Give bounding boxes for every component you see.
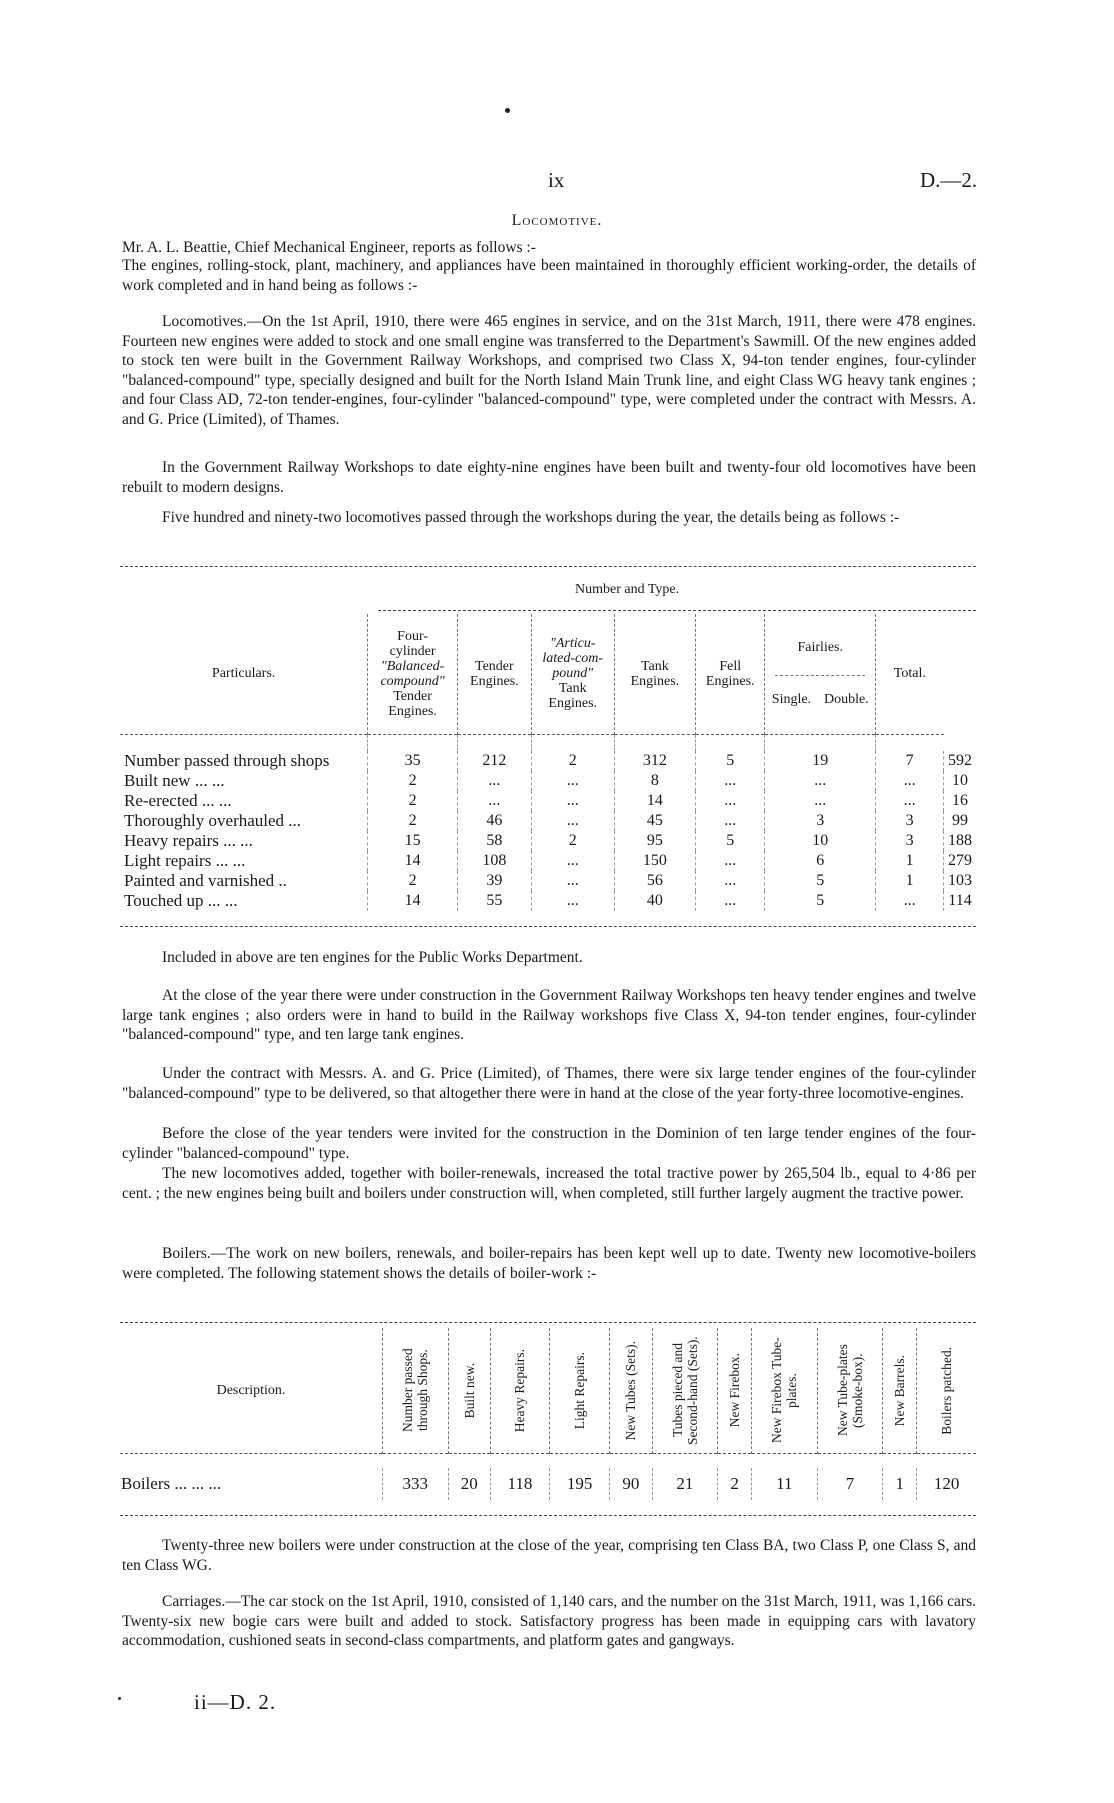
table1-cell: 2 xyxy=(531,831,614,851)
table2-col-header-text: Number passed through Shops. xyxy=(400,1348,431,1433)
table1-cell: 3 xyxy=(876,811,944,831)
table1-cell: 212 xyxy=(457,751,531,771)
table1-cell: 45 xyxy=(614,811,695,831)
row-label: Re-erected ... ... xyxy=(124,790,232,810)
table1-cell: ... xyxy=(531,811,614,831)
table2-col-header xyxy=(549,1328,609,1454)
paragraph-workshops: In the Government Railway Workshops to date eighty-nine engines have been built and twenty-four old locomotives have been rebuilt to modern designs. xyxy=(122,459,976,496)
table1-header-row xyxy=(120,614,976,734)
paragraph-passed-through: Five hundred and ninety-two locomotives passed through the workshops during the year, the details being as follows :- xyxy=(162,509,900,526)
table2-col-header-text: Boilers patched. xyxy=(939,1346,955,1435)
paragraph-tenders: Before the close of the year tenders were invited for the construction in the Dominion of ten large tender engines of the four-cylinder "balanced-compound" type. xyxy=(122,1125,976,1162)
table2-bottom-rule xyxy=(120,1515,976,1516)
table1-cell: ... xyxy=(531,771,614,791)
tender-line-2: Engines. xyxy=(470,673,519,689)
table2-col-header-text: New Barrels. xyxy=(892,1354,908,1427)
table1-cell: 58 xyxy=(457,831,531,851)
four-cyl-line-5: Tender xyxy=(393,688,432,704)
table2-gap-row xyxy=(120,1454,976,1469)
table1-cell: ... xyxy=(696,771,765,791)
table2-col-header-text: New Firebox. xyxy=(727,1353,743,1428)
col-tender xyxy=(457,614,531,734)
table2-cell: 90 xyxy=(610,1468,652,1500)
table1-cell: 39 xyxy=(457,871,531,891)
table1-cell: 3 xyxy=(765,811,876,831)
footer-signature: ii—D. 2. xyxy=(194,1690,277,1714)
table1-group-rule xyxy=(378,610,976,611)
table2-cell: 120 xyxy=(917,1468,976,1500)
table1-cell: 5 xyxy=(765,891,876,911)
paragraph-locomotives: Locomotives.—On the 1st April, 1910, there were 465 engines in service, and on the 31st March, 1911, there were 478 engines. Fourteen new engines were added to stock and one small engine was transferred to the Department's Sawmill. Of the new engines added to stock ten were built in the Government Railway Workshops, and comprised two Class X, 94-ton tender engines, four-cylinder "balanced-compound" type, specially designed and built for the North Island Main Trunk line, and eight Class WG heavy tank engines ; and four Class AD, 72-ton tender-engines, four-cylinder "balanced-compound" type, were completed under the contract with Messrs. A. and G. Price (Limited), of Thames. xyxy=(122,313,976,428)
table1-row xyxy=(120,871,976,891)
locomotive-table xyxy=(120,614,976,911)
margin-speck xyxy=(118,1697,121,1700)
table1-cell: 8 xyxy=(614,771,695,791)
table1-cell: 99 xyxy=(944,811,977,831)
table2-col-header xyxy=(917,1328,976,1454)
table1-cell: 14 xyxy=(614,791,695,811)
table2-cell: 7 xyxy=(817,1468,883,1500)
table1-body xyxy=(120,751,976,911)
col-fairlies xyxy=(765,614,876,734)
table2-col-header xyxy=(817,1328,883,1454)
table1-cell: 114 xyxy=(944,891,977,911)
table1-gap-row xyxy=(120,734,976,751)
table2-col-header-text: New Tube-plates (Smoke-box). xyxy=(834,1344,865,1437)
table1-cell: 55 xyxy=(457,891,531,911)
table1-cell: ... xyxy=(696,891,765,911)
table1-cell: 3 xyxy=(876,831,944,851)
col-tank xyxy=(614,614,695,734)
artic-line-4: Tank xyxy=(558,681,587,697)
table1-row xyxy=(120,771,976,791)
col-single: Single. xyxy=(771,692,812,708)
table1-cell: 188 xyxy=(944,831,977,851)
table2-col-header xyxy=(752,1328,818,1454)
table1-cell: 5 xyxy=(696,831,765,851)
table2-cell: 195 xyxy=(549,1468,609,1500)
table1-cell: 15 xyxy=(368,831,458,851)
table1-cell: 2 xyxy=(368,791,458,811)
fell-line-2: Engines. xyxy=(705,673,755,689)
table2-cell: 21 xyxy=(652,1468,718,1500)
table1-row xyxy=(120,891,976,911)
table2-cell: 2 xyxy=(718,1468,752,1500)
table1-cell: ... xyxy=(696,791,765,811)
table1-cell: ... xyxy=(531,891,614,911)
table2-cell: 333 xyxy=(383,1468,449,1500)
table2-col-header xyxy=(383,1328,449,1454)
four-cyl-line-1: Four- xyxy=(397,628,428,644)
four-cyl-line-2: cylinder xyxy=(389,643,436,659)
table2-top-rule xyxy=(120,1322,976,1323)
boilers-label: Boilers ... ... ... xyxy=(121,1474,222,1493)
table2-col-header-text: Tubes pieced and Second-hand (Sets). xyxy=(669,1336,700,1445)
table1-cell: 5 xyxy=(765,871,876,891)
paragraph-boilers: Boilers.—The work on new boilers, renewals, and boiler-repairs has been kept well up to date. Twenty new locomotive-boilers were completed. The following statement shows the details of boiler-work :- xyxy=(122,1245,976,1282)
table1-cell: 312 xyxy=(614,751,695,771)
row-label: Touched up ... ... xyxy=(124,890,238,910)
four-cyl-line-3: "Balanced- xyxy=(380,658,445,674)
row-label: Number passed through shops xyxy=(124,750,330,770)
table1-cell: 592 xyxy=(944,751,977,771)
table1-cell: 95 xyxy=(614,831,695,851)
tank-line-1: Tank xyxy=(640,658,669,674)
table1-cell: ... xyxy=(696,811,765,831)
table1-cell: ... xyxy=(765,791,876,811)
table1-cell: ... xyxy=(457,791,531,811)
paragraph-boilers-construction: Twenty-three new boilers were under construction at the close of the year, comprising ten Class BA, two Class P, one Class S, and ten Class WG. xyxy=(122,1537,976,1574)
table1-cell: 14 xyxy=(368,891,458,911)
table1-cell: 56 xyxy=(614,871,695,891)
table2-col-header xyxy=(652,1328,718,1454)
row-label: Heavy repairs ... ... xyxy=(124,830,253,850)
table2-cell: 1 xyxy=(883,1468,917,1500)
table2-col-header xyxy=(448,1328,490,1454)
table1-cell: ... xyxy=(876,771,944,791)
table1-cell: 16 xyxy=(944,791,977,811)
document-code: D.—2. xyxy=(920,168,978,192)
table2-col-header-text: Heavy Repairs. xyxy=(512,1348,528,1433)
tank-line-2: Engines. xyxy=(630,673,680,689)
table1-cell: ... xyxy=(531,871,614,891)
paragraph-under-construction: At the close of the year there were under construction in the Government Railway Workshops ten heavy tender engines and twelve large tank engines ; also orders were in hand to build in the Railway workshops five Class X, 94-ton tender engines, four-cylinder "balanced-compound" type, and ten large tank engines. xyxy=(122,987,976,1044)
artic-line-5: Engines. xyxy=(548,696,598,712)
four-cyl-line-4: compound" xyxy=(380,673,445,689)
paragraph-carriages: Carriages.—The car stock on the 1st April, 1910, consisted of 1,140 cars, and the number on the 31st March, 1911, was 1,166 cars. Twenty-six new bogie cars were built and added to stock. Satisfactory progress has been made in equipping cars with lavatory accommodation, cushioned seats in second-class compartments, and platform gates and gangways. xyxy=(122,1593,976,1650)
table1-cell: ... xyxy=(457,771,531,791)
table2-cell: 20 xyxy=(448,1468,490,1500)
table1-cell: 6 xyxy=(765,851,876,871)
table1-cell: 14 xyxy=(368,851,458,871)
col-fell xyxy=(696,614,765,734)
row-label: Thoroughly overhauled ... xyxy=(124,810,302,830)
table1-cell: ... xyxy=(696,871,765,891)
paragraph-price-contract: Under the contract with Messrs. A. and G. Price (Limited), of Thames, there were six large tender engines of the four-cylinder "balanced-compound" type to be delivered, so that altogether there were in hand at the close of the year forty-three locomotive-engines. xyxy=(122,1065,976,1102)
row-label: Built new ... ... xyxy=(124,770,225,790)
table1-cell: ... xyxy=(876,891,944,911)
table1-row xyxy=(120,831,976,851)
table2-boilers-row xyxy=(120,1468,976,1500)
paragraph-public-works: Included in above are ten engines for the Public Works Department. xyxy=(162,949,583,966)
col-particulars: Particulars. xyxy=(211,666,276,682)
table1-cell: 2 xyxy=(531,751,614,771)
table1-cell: 2 xyxy=(368,871,458,891)
table2-col-header-text: New Tubes (Sets). xyxy=(623,1340,639,1441)
artic-line-3: pound" xyxy=(552,666,594,682)
table1-cell: ... xyxy=(765,771,876,791)
table1-cell: 10 xyxy=(944,771,977,791)
table1-cell: 46 xyxy=(457,811,531,831)
fairlies-label: Fairlies. xyxy=(775,640,865,676)
table1-row xyxy=(120,751,976,771)
table2-cell: 11 xyxy=(752,1468,818,1500)
fell-line-1: Fell xyxy=(719,658,742,674)
table2-col-header-text: New Firebox Tube-plates. xyxy=(769,1337,800,1444)
table2-col-header xyxy=(610,1328,652,1454)
row-label: Light repairs ... ... xyxy=(124,850,246,870)
speck-mark xyxy=(505,108,510,113)
four-cyl-line-6: Engines. xyxy=(388,703,437,719)
table1-cell: ... xyxy=(876,791,944,811)
table2-col-header xyxy=(883,1328,917,1454)
table1-cell: 35 xyxy=(368,751,458,771)
table1-cell: ... xyxy=(696,851,765,871)
table1-cell: 1 xyxy=(876,851,944,871)
artic-line-2: lated-com- xyxy=(542,651,604,667)
paragraph-maintenance: The engines, rolling-stock, plant, machinery, and appliances have been maintained in thoroughly efficient working-order, the details of work completed and in hand being as follows :- xyxy=(122,257,976,294)
table1-bottom-rule xyxy=(120,926,976,927)
col-articulated xyxy=(531,614,614,734)
table2-header-row xyxy=(120,1328,976,1454)
artic-line-1: "Articu- xyxy=(549,636,596,652)
col-double: Double. xyxy=(823,692,869,708)
table1-cell: 108 xyxy=(457,851,531,871)
section-title: Locomotive. xyxy=(511,212,603,229)
table1-row xyxy=(120,811,976,831)
table1-group-header: Number and Type. xyxy=(575,582,680,597)
table1-cell: 150 xyxy=(614,851,695,871)
table1-cell: 7 xyxy=(876,751,944,771)
col-four-cylinder xyxy=(368,614,458,734)
table1-row xyxy=(120,851,976,871)
table1-top-rule xyxy=(120,566,976,567)
table1-cell: 5 xyxy=(696,751,765,771)
table1-cell: ... xyxy=(531,851,614,871)
table2-col-header xyxy=(718,1328,752,1454)
page-number: ix xyxy=(548,168,565,192)
table1-cell: 2 xyxy=(368,811,458,831)
table1-cell: ... xyxy=(531,791,614,811)
tender-line-1: Tender xyxy=(475,658,514,674)
table2-col-header-text: Light Repairs. xyxy=(572,1351,588,1430)
table1-cell: 19 xyxy=(765,751,876,771)
table1-cell: 279 xyxy=(944,851,977,871)
paragraph-tractive-power: The new locomotives added, together with boiler-renewals, increased the total tractive power by 265,504 lb., equal to 4·86 per cent. ; the new engines being built and boilers under construction will, when completed, still further largely augment the tractive power. xyxy=(122,1165,976,1202)
table2-col-header-text: Built new. xyxy=(461,1362,477,1419)
col-total: Total. xyxy=(876,614,944,734)
intro-line: Mr. A. L. Beattie, Chief Mechanical Engineer, reports as follows :- xyxy=(122,239,536,256)
table1-cell: 10 xyxy=(765,831,876,851)
table1-row xyxy=(120,791,976,811)
table1-cell: 40 xyxy=(614,891,695,911)
table1-cell: 103 xyxy=(944,871,977,891)
table1-cell: 2 xyxy=(368,771,458,791)
table2-col-header xyxy=(490,1328,549,1454)
col-description: Description. xyxy=(216,1382,286,1398)
boiler-table xyxy=(120,1328,976,1500)
table1-cell: 1 xyxy=(876,871,944,891)
row-label: Painted and varnished .. xyxy=(124,870,287,890)
table2-cell: 118 xyxy=(490,1468,549,1500)
